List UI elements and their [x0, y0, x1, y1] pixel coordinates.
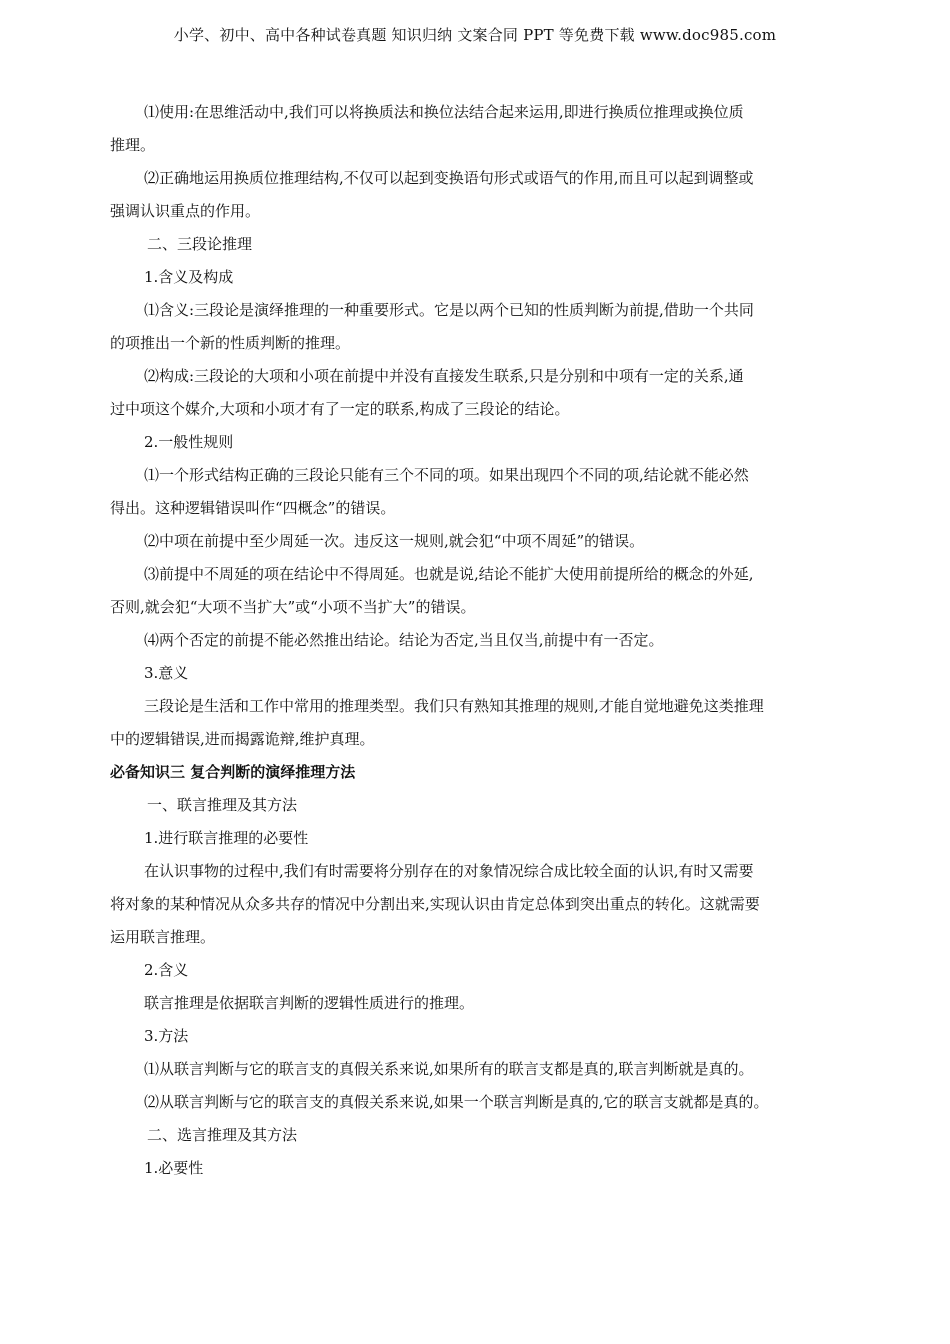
- page-header: 小学、初中、高中各种试卷真题 知识归纳 文案合同 PPT 等免费下载 www.doc985.com: [173, 26, 777, 44]
- paragraph-line: 得出。这种逻辑错误叫作“四概念”的错误。: [110, 499, 396, 517]
- paragraph-line: 三段论是生活和工作中常用的推理类型。我们只有熟知其推理的规则,才能自觉地避免这类推理: [144, 697, 764, 715]
- paragraph-line: ⑴从联言判断与它的联言支的真假关系来说,如果所有的联言支都是真的,联言判断就是真的。: [144, 1060, 754, 1078]
- subsection-heading: 1.进行联言推理的必要性: [144, 829, 309, 847]
- paragraph-line: ⑷两个否定的前提不能必然推出结论。结论为否定,当且仅当,前提中有一否定。: [144, 631, 664, 649]
- section-heading: 一、联言推理及其方法: [147, 796, 298, 814]
- paragraph-line: ⑵正确地运用换质位推理结构,不仅可以起到变换语句形式或语气的作用,而且可以起到调整或: [144, 169, 754, 187]
- paragraph-line: 联言推理是依据联言判断的逻辑性质进行的推理。: [144, 994, 475, 1012]
- paragraph-line: ⑴含义:三段论是演绎推理的一种重要形式。它是以两个已知的性质判断为前提,借助一个共同: [144, 301, 754, 319]
- paragraph-line: ⑵中项在前提中至少周延一次。违反这一规则,就会犯“中项不周延”的错误。: [144, 532, 645, 550]
- document-body: [110, 96, 845, 1185]
- subsection-heading: 2.一般性规则: [144, 433, 234, 451]
- paragraph-line: 中的逻辑错误,进而揭露诡辩,维护真理。: [110, 730, 375, 748]
- subsection-heading: 3.方法: [144, 1027, 189, 1045]
- section-heading: 二、选言推理及其方法: [147, 1126, 298, 1144]
- chapter-heading: 必备知识三 复合判断的演绎推理方法: [110, 763, 356, 781]
- paragraph-line: 强调认识重点的作用。: [110, 202, 261, 220]
- paragraph-line: 在认识事物的过程中,我们有时需要将分别存在的对象情况综合成比较全面的认识,有时又需要: [144, 862, 754, 880]
- paragraph-line: 推理。: [110, 136, 156, 154]
- paragraph-line: 将对象的某种情况从众多共存的情况中分割出来,实现认识由肯定总体到突出重点的转化。这就需要: [110, 895, 760, 913]
- paragraph-line: ⑶前提中不周延的项在结论中不得周延。也就是说,结论不能扩大使用前提所给的概念的外延,: [144, 565, 754, 583]
- subsection-heading: 1.必要性: [144, 1159, 204, 1177]
- paragraph-line: ⑴一个形式结构正确的三段论只能有三个不同的项。如果出现四个不同的项,结论就不能必然: [144, 466, 749, 484]
- paragraph-line: ⑵构成:三段论的大项和小项在前提中并没有直接发生联系,只是分别和中项有一定的关系,通: [144, 367, 744, 385]
- subsection-heading: 3.意义: [144, 664, 189, 682]
- paragraph-line: 的项推出一个新的性质判断的推理。: [110, 334, 351, 352]
- paragraph-line: 否则,就会犯“大项不当扩大”或“小项不当扩大”的错误。: [110, 598, 476, 616]
- subsection-heading: 1.含义及构成: [144, 268, 234, 286]
- paragraph-line: 过中项这个媒介,大项和小项才有了一定的联系,构成了三段论的结论。: [110, 400, 570, 418]
- paragraph-line: ⑵从联言判断与它的联言支的真假关系来说,如果一个联言判断是真的,它的联言支就都是真的。: [144, 1093, 769, 1111]
- section-heading: 二、三段论推理: [147, 235, 253, 253]
- paragraph-line: ⑴使用:在思维活动中,我们可以将换质法和换位法结合起来运用,即进行换质位推理或换位质: [144, 103, 744, 121]
- paragraph-line: 运用联言推理。: [110, 928, 216, 946]
- subsection-heading: 2.含义: [144, 961, 189, 979]
